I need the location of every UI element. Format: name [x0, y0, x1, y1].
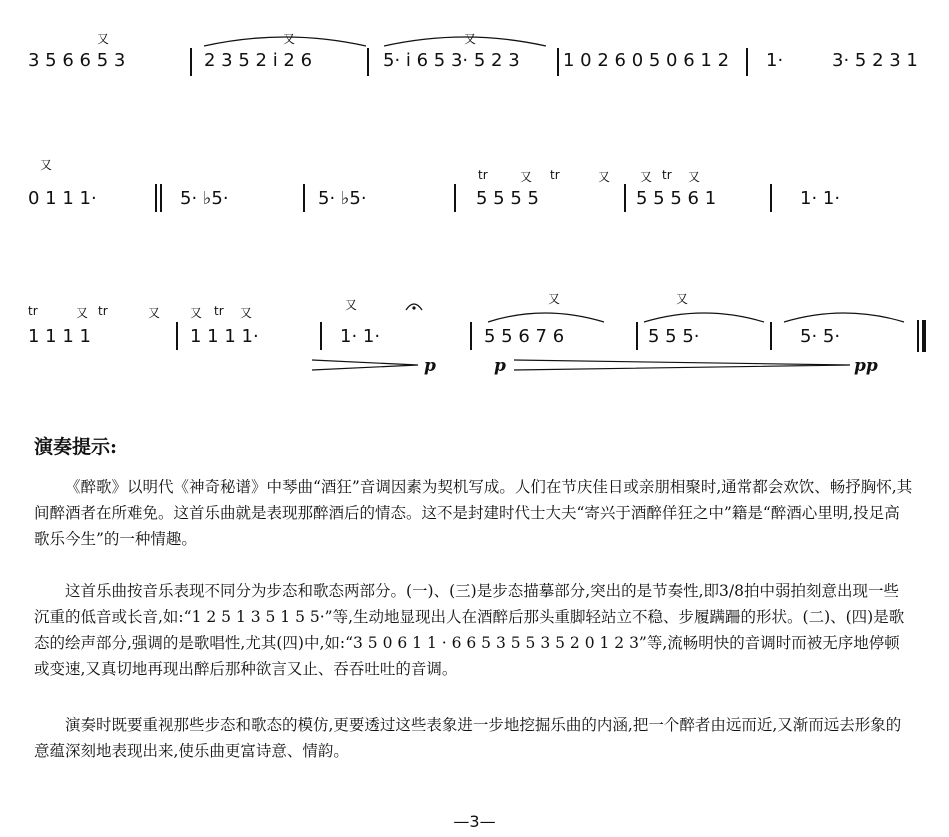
measure: 0 1 1 1· — [28, 188, 97, 209]
ornament-mark: tr — [98, 304, 108, 318]
ornament-mark: 又 — [345, 298, 358, 312]
ornament-mark: 又 — [97, 32, 110, 46]
dynamic-mark: p — [424, 356, 436, 376]
measure: 1 1 1 1· — [190, 326, 259, 347]
barline — [624, 184, 626, 212]
ornament-mark: 又 — [676, 292, 689, 306]
measure: 3· 5 2 3 1 — [832, 50, 918, 71]
measure: 5· ♭5· — [318, 188, 367, 209]
ornament-mark: tr — [478, 168, 488, 182]
measure: 5· 5· — [800, 326, 841, 347]
measure: 2 3 5 2 i 2 6 — [204, 50, 313, 71]
measure: 5 5 5· — [648, 326, 700, 347]
barline — [320, 322, 322, 350]
measure: 3 5 6 6 5 3 — [28, 50, 126, 71]
hint-paragraph-1: 《醉歌》以明代《神奇秘谱》中琴曲“酒狂”音调因素为契机写成。人们在节庆佳日或亲朋相聚时,通常都会欢饮、畅抒胸怀,其间醉酒者在所难免。这首乐曲就是表现那醉酒后的情态。这不是封建时代士大夫“寄兴于酒醉佯狂之中”籍是“醉酒心里明,投足高歌乐今生”的一种情趣。 — [34, 478, 913, 548]
slur — [380, 32, 550, 48]
measure: 1· — [766, 50, 784, 71]
measure: 5· i 6 5 3· 5 2 3 — [383, 50, 520, 71]
ornament-mark: 又 — [548, 292, 561, 306]
ornament-mark: 又 — [40, 158, 53, 172]
score-row-2 — [0, 156, 949, 226]
barline — [636, 322, 638, 350]
dynamic-mark: pp — [854, 356, 878, 376]
measure: 1 0 2 6 0 5 0 6 1 2 — [563, 50, 730, 71]
decrescendo-hairpin — [310, 358, 420, 372]
ornament-mark: tr — [214, 304, 224, 318]
decrescendo-hairpin — [512, 358, 852, 372]
barline — [746, 48, 748, 76]
double-barline — [160, 184, 162, 212]
slur — [484, 306, 914, 324]
ornament-mark: 又 — [148, 306, 161, 320]
barline — [470, 322, 472, 350]
section-heading: 演奏提示: — [34, 436, 118, 458]
measure: 1· 1· — [800, 188, 841, 209]
page-number: —3— — [453, 812, 496, 831]
final-barline — [917, 320, 919, 352]
barline — [190, 48, 192, 76]
slur — [200, 32, 370, 48]
dynamic-mark: p — [494, 356, 506, 376]
hint-paragraph-3: 演奏时既要重视那些步态和歌态的模仿,更要透过这些表象进一步地挖掘乐曲的内涵,把一个醉者由远而近,又渐而远去形象的意蕴深刻地表现出来,使乐曲更富诗意、情韵。 — [34, 716, 902, 760]
measure: 1 1 1 1 — [28, 326, 91, 347]
measure: 5 5 6 7 6 — [484, 326, 565, 347]
ornament-mark: 又 — [640, 170, 653, 184]
score-row-3 — [0, 292, 949, 376]
ornament-mark: tr — [662, 168, 672, 182]
ornament-mark: 又 — [283, 32, 296, 46]
ornament-mark: 又 — [240, 306, 253, 320]
ornament-mark: tr — [28, 304, 38, 318]
ornament-mark: 又 — [464, 32, 477, 46]
barline — [367, 48, 369, 76]
score-row-1 — [0, 30, 949, 100]
barline — [303, 184, 305, 212]
barline — [770, 322, 772, 350]
measure: 5 5 5 6 1 — [636, 188, 717, 209]
hint-paragraph-2: 这首乐曲按音乐表现不同分为步态和歌态两部分。(一)、(三)是步态描摹部分,突出的是节奏性,即3/8拍中弱拍刻意出现一些沉重的低音或长音,如:“1 2 5 1 3 5 1 5 5·”等,生动地显现出人在酒醉后那头重脚轻站立不稳、步履蹒跚的形状。(二)、(四)是歌态的绘声部分,强调的是歌唱性,尤其(四)中,如:“3 5 0 6 1 1 · 6 6 5 3 5 5 3 5 2 0 1 2 3”等,流畅明快的音调时而被无序地停顿或变速,又真切地再现出醉后那种欲言又止、吞吞吐吐的音调。 — [34, 582, 905, 678]
measure: 5· ♭5· — [180, 188, 229, 209]
measure: 1· 1· — [340, 326, 381, 347]
barline — [176, 322, 178, 350]
ornament-mark: 又 — [190, 306, 203, 320]
ornament-mark: 又 — [598, 170, 611, 184]
ornament-mark: 又 — [76, 306, 89, 320]
ornament-mark: tr — [550, 168, 560, 182]
final-barline — [922, 320, 926, 352]
barline — [770, 184, 772, 212]
fermata — [404, 298, 424, 312]
barline — [557, 48, 559, 76]
barline — [454, 184, 456, 212]
measure: 5 5 5 5 — [476, 188, 539, 209]
ornament-mark: 又 — [520, 170, 533, 184]
double-barline — [155, 184, 157, 212]
ornament-mark: 又 — [688, 170, 701, 184]
